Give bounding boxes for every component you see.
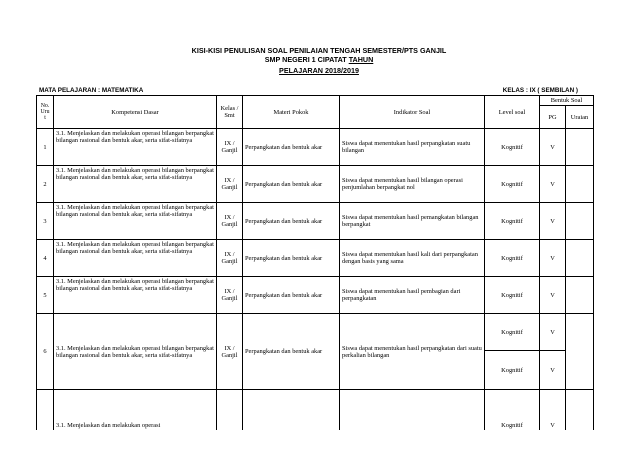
header-no: No. Uru t: [37, 96, 54, 129]
row-pg: V: [540, 166, 566, 203]
row-kelas: IX / Ganjil: [217, 203, 243, 240]
row-level: Kognitif: [485, 390, 540, 430]
row-materi: Perpangkatan dan bentuk akar: [243, 166, 340, 203]
row-uraian: [566, 277, 594, 314]
row-materi: Perpangkatan dan bentuk akar: [243, 277, 340, 314]
row-indikator: Siswa dapat menentukan hasil kali dari perpangkatan dengan basis yang sama: [340, 240, 485, 277]
table-row: [37, 166, 594, 203]
row-no: 1: [37, 129, 54, 166]
row-no: 2: [37, 166, 54, 203]
header-level-soal: Level soal: [485, 96, 540, 129]
row-kompetensi: 3.1. Menjelaskan dan melakukan operasi bilangan berpangkat bilangan rasional dan bentuk akar, serta sifat-sifatnya: [54, 277, 217, 314]
table-row: [37, 129, 594, 166]
row-indikator: [340, 390, 485, 430]
row-uraian: [566, 129, 594, 166]
row-pg: V: [540, 203, 566, 240]
row-materi: Perpangkatan dan bentuk akar: [243, 240, 340, 277]
row-no: 6: [37, 314, 54, 390]
document-title: KISI-KISI PENULISAN SOAL PENILAIAN TENGAH SEMESTER/PTS GANJIL: [191, 46, 447, 55]
table-row: [37, 390, 594, 430]
year-label: TAHUN: [348, 55, 374, 64]
row-uraian: [566, 314, 594, 390]
row-kompetensi: 3.1. Menjelaskan dan melakukan operasi: [54, 390, 217, 430]
row-level: Kognitif: [485, 129, 540, 166]
row-kompetensi: 3.1. Menjelaskan dan melakukan operasi bilangan berpangkat bilangan rasional dan bentuk akar, serta sifat-sifatnya: [54, 314, 217, 390]
table-row: [37, 314, 594, 351]
row-level: Kognitif: [485, 203, 540, 240]
row-materi: Perpangkatan dan bentuk akar: [243, 129, 340, 166]
kisi-kisi-table: [36, 95, 594, 430]
row-uraian: [566, 166, 594, 203]
row-uraian: [566, 240, 594, 277]
row-pg: V: [540, 240, 566, 277]
table-row: [37, 277, 594, 314]
row-kompetensi: 3.1. Menjelaskan dan melakukan operasi bilangan berpangkat bilangan rasional dan bentuk akar, serta sifat-sifatnya: [54, 240, 217, 277]
row-kelas: IX / Ganjil: [217, 314, 243, 390]
school-line: [0, 55, 638, 64]
row-materi: [243, 390, 340, 430]
row-level: Kognitif: [485, 240, 540, 277]
row-kompetensi: 3.1. Menjelaskan dan melakukan operasi bilangan berpangkat bilangan rasional dan bentuk akar, serta sifat-sifatnya: [54, 129, 217, 166]
row-pg: V: [540, 129, 566, 166]
row-indikator: Siswa dapat menentukan hasil perpangkatan dari suatu perkalian bilangan: [340, 314, 485, 390]
header-kompetensi-dasar: Kompetensi Dasar: [54, 96, 217, 129]
row-pg: V: [540, 277, 566, 314]
row-materi: Perpangkatan dan bentuk akar: [243, 314, 340, 390]
table-row: [37, 240, 594, 277]
row-indikator: Siswa dapat menentukan hasil pemangkatan bilangan berpangkat: [340, 203, 485, 240]
row-no: 3: [37, 203, 54, 240]
header-pg: PG: [540, 106, 566, 129]
row-materi: Perpangkatan dan bentuk akar: [243, 203, 340, 240]
row-level: Kognitif: [485, 351, 540, 390]
row-level: Kognitif: [485, 314, 540, 351]
row-indikator: Siswa dapat menentukan hasil perpangkatan suatu bilangan: [340, 129, 485, 166]
row-kompetensi: 3.1. Menjelaskan dan melakukan operasi bilangan berpangkat bilangan rasional dan bentuk akar, serta sifat-sifatnya: [54, 203, 217, 240]
header-indikator-soal: Indikator Soal: [340, 96, 485, 129]
row-kelas: IX / Ganjil: [217, 129, 243, 166]
row-level: Kognitif: [485, 166, 540, 203]
row-no: 5: [37, 277, 54, 314]
table-row: [37, 203, 594, 240]
row-indikator: Siswa dapat menentukan hasil pembagian dari perpangkatan: [340, 277, 485, 314]
row-kelas: IX / Ganjil: [217, 166, 243, 203]
row-pg: V: [540, 390, 566, 430]
row-pg: V: [540, 351, 566, 390]
header-uraian: Uraian: [566, 106, 594, 129]
class-label: KELAS : IX ( SEMBILAN ): [502, 87, 578, 94]
header-bentuk-soal: Bentuk Soal: [540, 96, 594, 106]
row-indikator: Siswa dapat menentukan hasil bilangan operasi penjumlahan berpangkat nol: [340, 166, 485, 203]
row-no: 4: [37, 240, 54, 277]
row-level: Kognitif: [485, 277, 540, 314]
header-kelas-smt: Kelas / Smt: [217, 96, 243, 129]
row-uraian: [566, 390, 594, 430]
row-uraian: [566, 203, 594, 240]
header-materi-pokok: Materi Pokok: [243, 96, 340, 129]
school-name: SMP NEGERI 1 CIPATAT: [264, 55, 349, 64]
academic-year: PELAJARAN 2018/2019: [279, 66, 359, 75]
row-kelas: [217, 390, 243, 430]
row-kelas: IX / Ganjil: [217, 240, 243, 277]
row-pg: V: [540, 314, 566, 351]
row-kompetensi: 3.1. Menjelaskan dan melakukan operasi bilangan berpangkat bilangan rasional dan bentuk akar, serta sifat-sifatnya: [54, 166, 217, 203]
row-no: [37, 390, 54, 430]
subject-label: MATA PELAJARAN : MATEMATIKA: [39, 87, 144, 94]
row-kelas: IX / Ganjil: [217, 277, 243, 314]
